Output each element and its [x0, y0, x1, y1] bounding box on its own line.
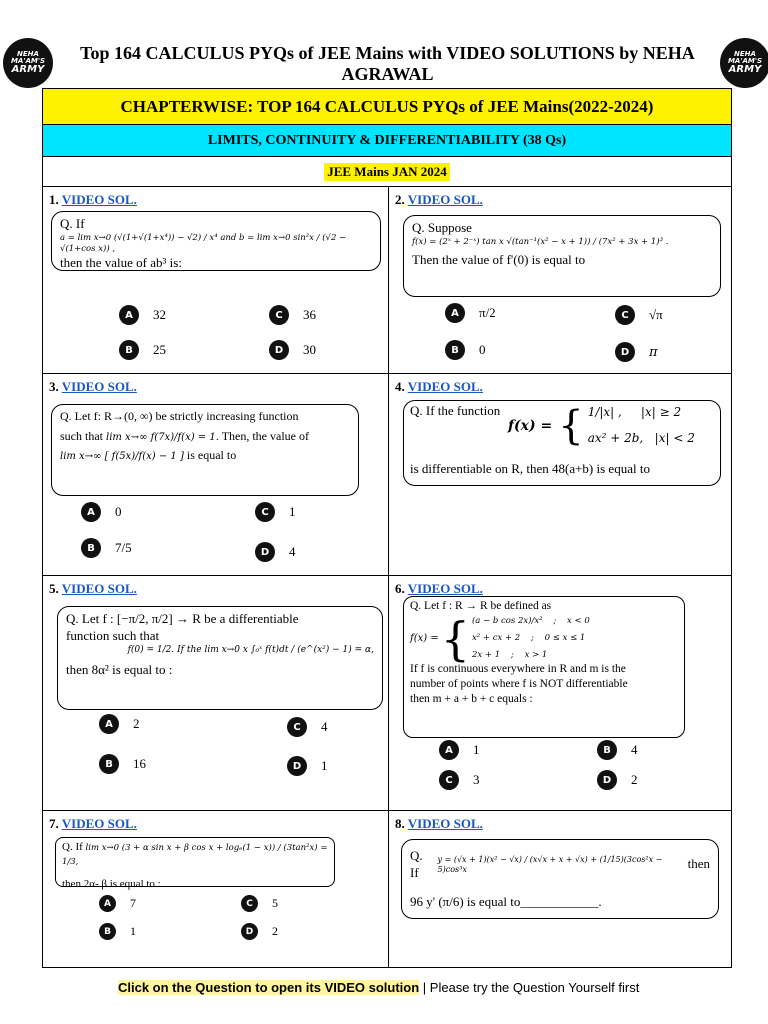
question-box[interactable]: Q. If the function f(x) = { 1/|x| , |x| ≥ 2 ax² + 2b, |x| < 2 is differentiable on R, then 48(a+b) is equal to: [403, 400, 721, 486]
option-b[interactable]: B 0: [445, 340, 486, 360]
chapter-banner: LIMITS, CONTINUITY & DIFFERENTIABILITY (38 Qs): [43, 125, 731, 157]
video-sol-link[interactable]: VIDEO SOL.: [407, 379, 483, 394]
option-c[interactable]: C 5: [241, 895, 278, 912]
video-sol-link[interactable]: VIDEO SOL.: [61, 379, 137, 394]
footer-note: Click on the Question to open its VIDEO solution | Please try the Question Yourself first: [118, 980, 640, 995]
logo-right: NEHA MA'AM'S ARMY: [720, 38, 768, 88]
logo-left: NEHA MA'AM'S ARMY: [3, 38, 53, 88]
option-b[interactable]: B 7/5: [81, 538, 132, 558]
question-cell-4[interactable]: [389, 374, 731, 576]
question-grid: [43, 187, 731, 967]
chapterwise-banner: CHAPTERWISE: TOP 164 CALCULUS PYQs of JEE Mains(2022-2024): [43, 89, 731, 125]
question-cell-7[interactable]: [43, 811, 389, 967]
question-cell-2[interactable]: [389, 187, 731, 374]
option-a[interactable]: A 2: [99, 714, 140, 734]
option-a[interactable]: A π/2: [445, 303, 496, 323]
question-box[interactable]: Q. Let f: R→(0, ∞) be strictly increasing function such that lim x→∞ f(7x)/f(x) = 1. Then, the value of lim x→∞ [ f(5x)/f(x) − 1 ] is equal to: [51, 404, 359, 496]
option-d[interactable]: D 1: [287, 756, 328, 776]
question-box[interactable]: Q. Suppose f(x) = (2ˣ + 2⁻ˣ) tan x √(tan⁻¹(x² − x + 1)) / (7x² + 3x + 1)³ . Then the value of f'(0) is equal to: [403, 215, 721, 297]
question-header: 7. VIDEO SOL.: [49, 816, 137, 831]
question-box[interactable]: Q. Let f : [−π/2, π/2] → R be a differentiable function such that f(0) = 1/2. If the lim x→0 x ∫₀ˣ f(t)dt / (e^(x²) − 1) = α, then 8α² is equal to :: [57, 606, 383, 710]
question-cell-8[interactable]: [389, 811, 731, 967]
question-box[interactable]: Q. Let f : R → R be defined as f(x) = { (a − b cos 2x)/x² ; x < 0 x² + cx + 2 ; 0 ≤ x ≤ 1 2x + 1 ; x > 1 If f is continuous everywhere in R and m is the number of points where f is NOT differentiable then m + a + b + c equals :: [403, 596, 685, 738]
session-banner: JEE Mains JAN 2024: [43, 157, 731, 187]
question-cell-6[interactable]: [389, 576, 731, 811]
question-box[interactable]: Q. If y = (√x + 1)(x² − √x) / (x√x + x + √x) + (1/15)(3cos²x − 5)cos³x then 96 y' (π/6) is equal to____________.: [401, 839, 719, 919]
question-header: 4. VIDEO SOL.: [395, 379, 483, 394]
option-b[interactable]: B 1: [99, 923, 136, 940]
question-cell-5[interactable]: [43, 576, 389, 811]
option-d[interactable]: D 2: [241, 923, 278, 940]
question-header: 3. VIDEO SOL.: [49, 379, 137, 394]
option-a[interactable]: A 1: [439, 740, 480, 760]
option-a[interactable]: A 32: [119, 305, 166, 325]
video-sol-link[interactable]: VIDEO SOL.: [407, 816, 483, 831]
option-c[interactable]: C 1: [255, 502, 296, 522]
question-cell-1[interactable]: [43, 187, 389, 374]
question-header: 6. VIDEO SOL.: [395, 581, 483, 596]
option-b[interactable]: B 16: [99, 754, 146, 774]
option-a[interactable]: A 7: [99, 895, 136, 912]
option-d[interactable]: D 30: [269, 340, 316, 360]
option-c[interactable]: C 36: [269, 305, 316, 325]
video-sol-link[interactable]: VIDEO SOL.: [407, 581, 483, 596]
option-b[interactable]: B 4: [597, 740, 638, 760]
video-instruction: Click on the Question to open its VIDEO solution: [118, 980, 420, 995]
question-box[interactable]: Q. If lim x→0 (3 + α sin x + β cos x + logₑ(1 − x)) / (3tan²x) = 1/3, then 2α- β is equal to :: [55, 837, 335, 887]
page-title: Top 164 CALCULUS PYQs of JEE Mains with VIDEO SOLUTIONS by NEHA AGRAWAL: [80, 43, 695, 84]
video-sol-link[interactable]: VIDEO SOL.: [61, 581, 137, 596]
video-sol-link[interactable]: VIDEO SOL.: [61, 192, 137, 207]
option-d[interactable]: D π: [615, 342, 658, 362]
video-sol-link[interactable]: VIDEO SOL.: [61, 816, 137, 831]
question-cell-3[interactable]: [43, 374, 389, 576]
option-b[interactable]: B 25: [119, 340, 166, 360]
question-header: 5. VIDEO SOL.: [49, 581, 137, 596]
option-a[interactable]: A 0: [81, 502, 122, 522]
video-sol-link[interactable]: VIDEO SOL.: [407, 192, 483, 207]
option-d[interactable]: D 4: [255, 542, 296, 562]
question-header: 2. VIDEO SOL.: [395, 192, 483, 207]
question-header: 1. VIDEO SOL.: [49, 192, 137, 207]
option-d[interactable]: D 2: [597, 770, 638, 790]
question-sheet: [42, 88, 732, 968]
question-header: 8. VIDEO SOL.: [395, 816, 483, 831]
option-c[interactable]: C 4: [287, 717, 328, 737]
question-box[interactable]: Q. If a = lim x→0 (√(1+√(1+x⁴)) − √2) / x⁴ and b = lim x→0 sin²x / (√2 − √(1+cos x)) , then the value of ab³ is:: [51, 211, 381, 271]
option-c[interactable]: C 3: [439, 770, 480, 790]
option-c[interactable]: C √π: [615, 305, 663, 325]
